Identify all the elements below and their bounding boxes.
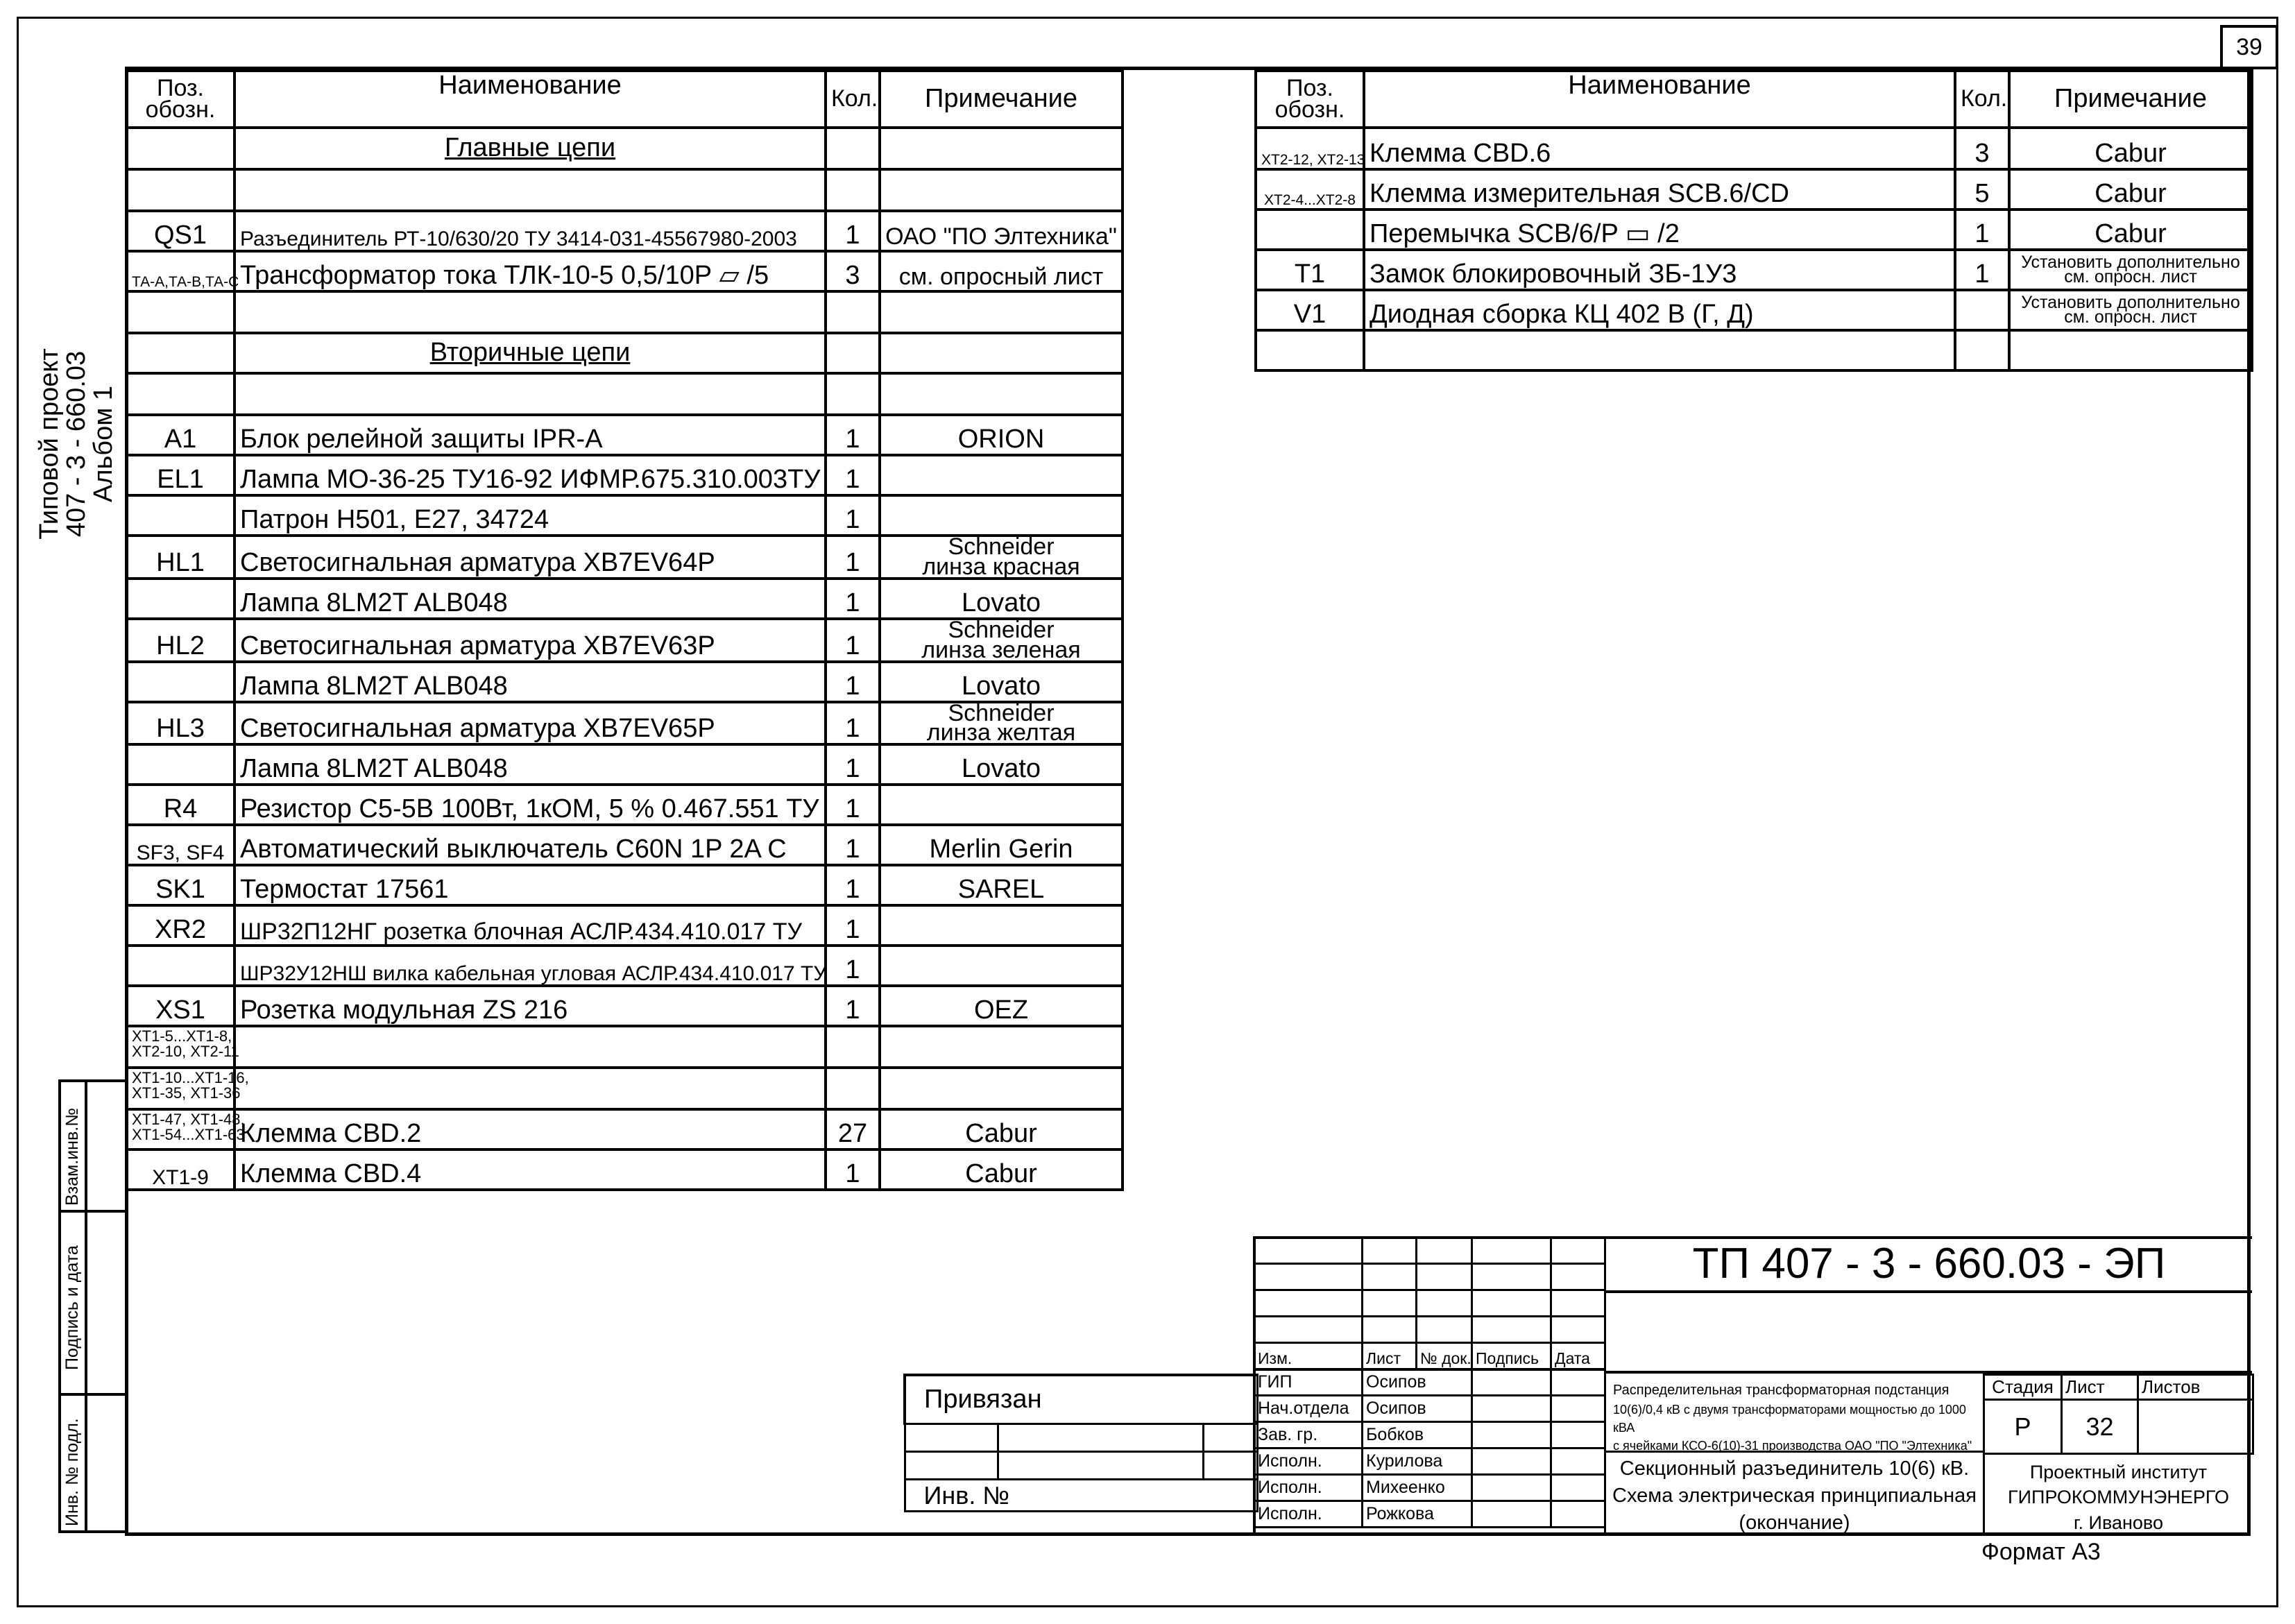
- cell-name: Патрон Н501, Е27, 34724: [234, 495, 826, 536]
- cell-name: Клемма CBD.4: [234, 1149, 826, 1190]
- cell-pos: XR2: [126, 905, 234, 946]
- cell-name: Лампа МО-36-25 ТУ16-92 ИФМР.675.310.003ТУ: [234, 455, 826, 495]
- cell-pos: [126, 333, 234, 373]
- header-pos: Поз. обозн.: [1256, 71, 1364, 128]
- cell-name: Диодная сборка КЦ 402 В (Г, Д): [1364, 290, 1955, 330]
- cell-qty: 1: [826, 455, 880, 495]
- cell-pos: XT1-5...XT1-8, XT2-10, XT2-11: [126, 1026, 234, 1068]
- cell-qty: 3: [1955, 128, 2009, 169]
- cell-name: Термостат 17561: [234, 865, 826, 905]
- cell-pos: [126, 946, 234, 986]
- organization: Проектный институт ГИПРОКОММУНЭНЕРГО г. Иваново: [1983, 1453, 2252, 1536]
- cell-pos: [1256, 330, 1364, 370]
- title-block-grid: [1253, 1236, 1606, 1528]
- cell-pos: SF3, SF4: [126, 825, 234, 865]
- signature-role: ГИП: [1254, 1369, 1363, 1396]
- cell-pos: [126, 662, 234, 702]
- sheet-number: 39: [2236, 33, 2262, 60]
- cell-note: Cabur: [880, 1149, 1123, 1190]
- project-description: Распределительная трансформаторная подстанция 10(6)/0,4 кВ с двумя трансформаторами мощностью до 1000 кВА с ячейками КСО-6(10)-31 производства ОАО "ПО "Элтехника": [1604, 1374, 1983, 1453]
- stage-label: Стадия: [1984, 1375, 2062, 1400]
- cell-note: Schneider линза красная: [880, 536, 1123, 579]
- cell-qty: 1: [826, 211, 880, 251]
- cell-name: [1364, 330, 1955, 370]
- sheet-title: Секционный разъединитель 10(6) кВ. Схема электрическая принципиальная (окончание): [1604, 1453, 1983, 1536]
- cell-pos: V1: [1256, 290, 1364, 330]
- cell-qty: 1: [826, 579, 880, 619]
- cell-note: [880, 291, 1123, 333]
- cell-pos: [126, 169, 234, 211]
- signature-name: Рожкова: [1363, 1501, 1472, 1528]
- cell-qty: 1: [826, 785, 880, 825]
- cell-pos: QS1: [126, 211, 234, 251]
- table-row: [126, 744, 1123, 785]
- cell-qty: 1: [826, 702, 880, 745]
- table-row: [126, 495, 1123, 536]
- table-row: [126, 128, 1123, 169]
- cell-qty: 1: [826, 744, 880, 785]
- signature-role: Исполн.: [1254, 1475, 1363, 1501]
- cell-name: [234, 1026, 826, 1068]
- cell-note: Установить дополнительно см. опросн. лист: [2009, 290, 2252, 330]
- cell-qty: 1: [826, 662, 880, 702]
- format-label: Формат А3: [1981, 1539, 2101, 1565]
- table-row: [1256, 250, 2252, 290]
- cell-qty: 1: [826, 865, 880, 905]
- cell-qty: 1: [826, 1149, 880, 1190]
- cell-qty: [826, 291, 880, 333]
- cell-name: Лампа 8LM2T ALB048: [234, 744, 826, 785]
- cell-name: Автоматический выключатель C60N 1P 2A C: [234, 825, 826, 865]
- table-row: [126, 1149, 1123, 1190]
- table-row: [1256, 128, 2252, 169]
- side-project-label: Типовой проект 407 - 3 - 660.03 Альбом 1: [35, 348, 118, 540]
- stamp-line-1: [58, 1210, 128, 1213]
- cell-note: Lovato: [880, 579, 1123, 619]
- cell-name: Лампа 8LM2T ALB048: [234, 579, 826, 619]
- cell-name: Разъединитель РТ-10/630/20 ТУ 3414-031-45567980-2003: [234, 211, 826, 251]
- cell-qty: 1: [826, 495, 880, 536]
- cell-pos: XT1-9: [126, 1149, 234, 1190]
- cell-name: ШР32П12НГ розетка блочная АСЛР.434.410.017 ТУ: [234, 905, 826, 946]
- cell-name: [234, 1068, 826, 1109]
- cell-note: [2009, 330, 2252, 370]
- tb-col-header: Лист: [1363, 1343, 1417, 1369]
- table-row: [126, 946, 1123, 986]
- cell-note: SAREL: [880, 865, 1123, 905]
- cell-note: [880, 333, 1123, 373]
- cell-note: [880, 495, 1123, 536]
- cell-note: ОАО "ПО Элтехника": [880, 211, 1123, 251]
- cell-name: Светосигнальная арматура XB7EV64P: [234, 536, 826, 579]
- cell-name: Светосигнальная арматура XB7EV65P: [234, 702, 826, 745]
- table-row: [126, 865, 1123, 905]
- cell-pos: [126, 579, 234, 619]
- table-row: [1256, 210, 2252, 250]
- cell-qty: [1955, 330, 2009, 370]
- cell-qty: [826, 333, 880, 373]
- cell-note: Lovato: [880, 744, 1123, 785]
- cell-note: [880, 128, 1123, 169]
- cell-note: [880, 785, 1123, 825]
- table-row: [1256, 169, 2252, 210]
- table-row: [126, 536, 1123, 579]
- table-row: [1256, 330, 2252, 370]
- signature-role: Зав. гр.: [1254, 1422, 1363, 1448]
- table-row: [126, 1026, 1123, 1068]
- cell-pos: XT1-47, XT1-48, XT1-54...XT1-63: [126, 1109, 234, 1149]
- signature-role: Исполн.: [1254, 1501, 1363, 1528]
- sheet-label: Лист: [2062, 1375, 2138, 1400]
- sheets-value: [2138, 1400, 2253, 1454]
- cell-note: [880, 946, 1123, 986]
- stage-table: [1983, 1374, 2254, 1455]
- table-row: [126, 825, 1123, 865]
- tb-col-header: № док.: [1417, 1343, 1472, 1369]
- cell-note: ORION: [880, 415, 1123, 455]
- table-row: [126, 702, 1123, 745]
- cell-pos: XT2-12, XT2-13: [1256, 128, 1364, 169]
- cell-pos: XT2-4...XT2-8: [1256, 169, 1364, 210]
- cell-pos: A1: [126, 415, 234, 455]
- cell-name: Светосигнальная арматура XB7EV63P: [234, 619, 826, 662]
- sheets-label: Листов: [2138, 1375, 2253, 1400]
- signature-row: [1254, 1501, 1605, 1528]
- cell-note: Merlin Gerin: [880, 825, 1123, 865]
- cell-note: Schneider линза желтая: [880, 702, 1123, 745]
- table-row: [126, 291, 1123, 333]
- cell-pos: T1: [1256, 250, 1364, 290]
- cell-qty: 1: [826, 415, 880, 455]
- cell-pos: [126, 291, 234, 333]
- cell-pos: [126, 128, 234, 169]
- right-spec-table: [1254, 69, 2253, 372]
- cell-name: [234, 169, 826, 211]
- cell-pos: ТА-А,ТА-В,ТА-С: [126, 251, 234, 291]
- cell-note: Lovato: [880, 662, 1123, 702]
- signature-date-label: Подпись и дата: [62, 1245, 82, 1370]
- cell-name: Резистор С5-5В 100Вт, 1кОМ, 5 % 0.467.551 ТУ: [234, 785, 826, 825]
- cell-pos: [126, 373, 234, 415]
- code-empty-row: [1604, 1293, 2252, 1374]
- table-row: [126, 1109, 1123, 1149]
- table-row: [126, 169, 1123, 211]
- signature-row: [1254, 1396, 1605, 1422]
- cell-note: [880, 1026, 1123, 1068]
- cell-qty: [826, 128, 880, 169]
- tb-col-header: Дата: [1551, 1343, 1605, 1369]
- table-row: [126, 251, 1123, 291]
- signature-row: [1254, 1475, 1605, 1501]
- cell-note: [880, 455, 1123, 495]
- cell-name: Перемычка SCB/6/P ▭ /2: [1364, 210, 1955, 250]
- cell-note: [880, 169, 1123, 211]
- table-row: [126, 662, 1123, 702]
- cell-qty: 1: [826, 619, 880, 662]
- signature-name: Бобков: [1363, 1422, 1472, 1448]
- cell-pos: R4: [126, 785, 234, 825]
- table-row: [126, 455, 1123, 495]
- cell-note: Cabur: [880, 1109, 1123, 1149]
- table-row: [126, 986, 1123, 1026]
- cell-qty: 1: [1955, 250, 2009, 290]
- signature-name: Осипов: [1363, 1396, 1472, 1422]
- signature-role: Нач.отдела: [1254, 1396, 1363, 1422]
- cell-name: [234, 373, 826, 415]
- cell-name: Клемма CBD.6: [1364, 128, 1955, 169]
- header-name: Наименование: [234, 71, 826, 128]
- cell-name: Главные цепи: [234, 128, 826, 169]
- privyazan-block: [903, 1374, 1259, 1512]
- table-row: [126, 905, 1123, 946]
- cell-pos: HL2: [126, 619, 234, 662]
- cell-note: Cabur: [2009, 128, 2252, 169]
- cell-pos: HL3: [126, 702, 234, 745]
- cell-pos: [1256, 210, 1364, 250]
- cell-name: Лампа 8LM2T ALB048: [234, 662, 826, 702]
- signature-row: [1254, 1369, 1605, 1396]
- cell-note: [880, 373, 1123, 415]
- cell-note: Установить дополнительно см. опросн. лист: [2009, 250, 2252, 290]
- cell-pos: [126, 744, 234, 785]
- cell-qty: [1955, 290, 2009, 330]
- cell-qty: 1: [826, 986, 880, 1026]
- document-code: ТП 407 - 3 - 660.03 - ЭП: [1604, 1236, 2252, 1293]
- sheet-number-box: [2220, 25, 2278, 69]
- cell-qty: 1: [826, 905, 880, 946]
- signature-role: Исполн.: [1254, 1448, 1363, 1475]
- signature-name: Михеенко: [1363, 1475, 1472, 1501]
- cell-note: [880, 1068, 1123, 1109]
- table-row: [1256, 290, 2252, 330]
- table-row: [126, 785, 1123, 825]
- cell-note: Cabur: [2009, 210, 2252, 250]
- inv-podl-label: Инв. № подл.: [62, 1418, 82, 1526]
- vzam-inv-label: Взам.инв.№: [62, 1108, 82, 1206]
- privyazan-label: Привязан: [905, 1375, 1257, 1424]
- cell-pos: SK1: [126, 865, 234, 905]
- sheet-value: 32: [2062, 1400, 2138, 1454]
- cell-note: OEZ: [880, 986, 1123, 1026]
- header-name: Наименование: [1364, 71, 1955, 128]
- cell-name: Трансформатор тока ТЛК-10-5 0,5/10Р ▱ /5: [234, 251, 826, 291]
- cell-name: [234, 291, 826, 333]
- stamp-line-2: [58, 1393, 128, 1396]
- header-note: Примечание: [2009, 71, 2252, 128]
- cell-name: Клемма CBD.2: [234, 1109, 826, 1149]
- cell-qty: [826, 1026, 880, 1068]
- cell-pos: HL1: [126, 536, 234, 579]
- cell-qty: 3: [826, 251, 880, 291]
- privyazan-inv-label: Инв. №: [905, 1479, 1257, 1511]
- header-pos: Поз. обозн.: [126, 71, 234, 128]
- cell-pos: EL1: [126, 455, 234, 495]
- cell-name: Розетка модульная ZS 216: [234, 986, 826, 1026]
- stage-value: Р: [1984, 1400, 2062, 1454]
- cell-name: Клемма измерительная SCB.6/CD: [1364, 169, 1955, 210]
- tb-col-header: Изм.: [1254, 1343, 1363, 1369]
- table-row: [126, 579, 1123, 619]
- left-spec-table: [125, 69, 1124, 1191]
- table-row: [126, 373, 1123, 415]
- cell-qty: 1: [826, 946, 880, 986]
- signature-name: Курилова: [1363, 1448, 1472, 1475]
- cell-qty: 1: [826, 825, 880, 865]
- cell-name: ШР32У12НШ вилка кабельная угловая АСЛР.434.410.017 ТУ: [234, 946, 826, 986]
- table-row: [126, 619, 1123, 662]
- cell-qty: 27: [826, 1109, 880, 1149]
- cell-pos: XT1-10...XT1-16, XT1-35, XT1-36: [126, 1068, 234, 1109]
- cell-qty: 1: [826, 536, 880, 579]
- cell-qty: 5: [1955, 169, 2009, 210]
- cell-pos: [126, 495, 234, 536]
- cell-qty: [826, 373, 880, 415]
- cell-note: Schneider линза зеленая: [880, 619, 1123, 662]
- table-row: [126, 211, 1123, 251]
- cell-qty: 1: [1955, 210, 2009, 250]
- tb-col-header: Подпись: [1472, 1343, 1551, 1369]
- table-row: [126, 415, 1123, 455]
- cell-name: Блок релейной защиты IPR-A: [234, 415, 826, 455]
- cell-qty: [826, 169, 880, 211]
- cell-pos: XS1: [126, 986, 234, 1026]
- signature-row: [1254, 1448, 1605, 1475]
- cell-qty: [826, 1068, 880, 1109]
- header-note: Примечание: [880, 71, 1123, 128]
- cell-note: см. опросный лист: [880, 251, 1123, 291]
- cell-note: [880, 905, 1123, 946]
- cell-name: Вторичные цепи: [234, 333, 826, 373]
- table-row: [126, 333, 1123, 373]
- cell-name: Замок блокировочный ЗБ-1У3: [1364, 250, 1955, 290]
- cell-note: Cabur: [2009, 169, 2252, 210]
- table-row: [126, 1068, 1123, 1109]
- header-qty: Кол.: [826, 71, 880, 128]
- header-qty: Кол.: [1955, 71, 2009, 128]
- signature-row: [1254, 1422, 1605, 1448]
- signature-name: Осипов: [1363, 1369, 1472, 1396]
